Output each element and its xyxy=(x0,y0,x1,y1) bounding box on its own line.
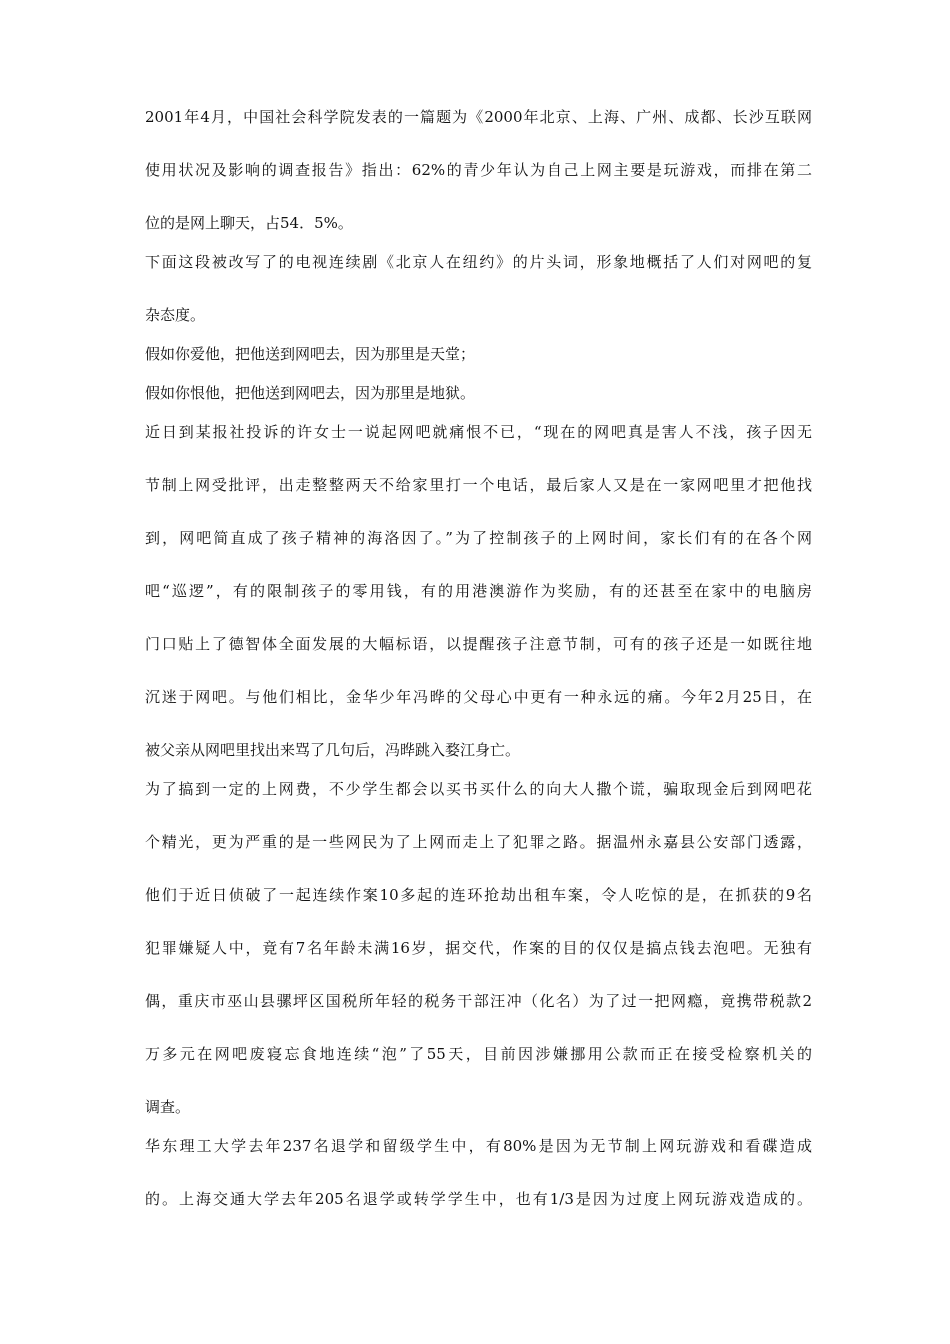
text-line: 犯罪嫌疑人中，竟有7名年龄未满16岁，据交代，作案的目的仅仅是搞点钱去泡吧。无独有 xyxy=(145,939,812,957)
text-line: 2001年4月，中国社会科学院发表的一篇题为《2000年北京、上海、广州、成都、长沙互联网 xyxy=(145,108,812,126)
text-line: 下面这段被改写了的电视连续剧《北京人在纽约》的片头词，形象地概括了人们对网吧的复 xyxy=(145,253,812,271)
paragraph-complaint xyxy=(145,425,812,758)
paragraph-universities xyxy=(145,1139,812,1207)
text-line: 到，网吧简直成了孩子精神的海洛因了。”为了控制孩子的上网时间，家长们有的在各个网 xyxy=(145,529,812,547)
text-line: 他们于近日侦破了一起连续作案10多起的连环抢劫出租车案，令人吃惊的是，在抓获的9名 xyxy=(145,886,812,904)
text-line: 的。上海交通大学去年205名退学或转学学生中，也有1/3是因为过度上网玩游戏造成的。 xyxy=(145,1190,812,1208)
text-line: 近日到某报社投诉的许女士一说起网吧就痛恨不已，“现在的网吧真是害人不浅，孩子因无 xyxy=(145,423,812,441)
paragraph-tv-intro xyxy=(145,255,812,323)
text-line: 杂态度。 xyxy=(145,306,206,324)
paragraph-heaven xyxy=(145,347,812,362)
text-line: 偶，重庆市巫山县骡坪区国税所年轻的税务干部汪冲（化名）为了过一把网瘾，竟携带税款2 xyxy=(145,992,812,1010)
text-line: 门口贴上了德智体全面发展的大幅标语，以提醒孩子注意节制，可有的孩子还是一如既往地 xyxy=(145,635,812,653)
text-line: 为了搞到一定的上网费，不少学生都会以买书买什么的向大人撒个谎，骗取现金后到网吧花 xyxy=(145,780,812,798)
text-line: 被父亲从网吧里找出来骂了几句后，冯晔跳入婺江身亡。 xyxy=(145,741,521,759)
text-line: 调查。 xyxy=(145,1098,191,1116)
paragraph-crime xyxy=(145,782,812,1115)
text-line: 节制上网受批评，出走整整两天不给家里打一个电话，最后家人又是在一家网吧里才把他找 xyxy=(145,476,812,494)
text-line: 吧“巡逻”，有的限制孩子的零用钱，有的用港澳游作为奖励，有的还甚至在家中的电脑房 xyxy=(145,582,812,600)
text-line: 假如你爱他，把他送到网吧去，因为那里是天堂； xyxy=(145,345,476,363)
text-line: 万多元在网吧废寝忘食地连续“泡”了55天，目前因涉嫌挪用公款而正在接受检察机关的 xyxy=(145,1045,812,1063)
document-page xyxy=(145,110,812,1215)
paragraph-hell xyxy=(145,386,812,401)
text-line: 使用状况及影响的调查报告》指出：62%的青少年认为自己上网主要是玩游戏，而排在第二 xyxy=(145,161,812,179)
text-line: 华东理工大学去年237名退学和留级学生中，有80%是因为无节制上网玩游戏和看碟造成 xyxy=(145,1137,812,1155)
text-line: 个精光，更为严重的是一些网民为了上网而走上了犯罪之路。据温州永嘉县公安部门透露， xyxy=(145,833,812,851)
paragraph-survey xyxy=(145,110,812,231)
text-line: 位的是网上聊天，占54．5%。 xyxy=(145,214,353,232)
text-line: 沉迷于网吧。与他们相比，金华少年冯晔的父母心中更有一种永远的痛。今年2月25日，在 xyxy=(145,688,812,706)
text-line: 假如你恨他，把他送到网吧去，因为那里是地狱。 xyxy=(145,384,476,402)
